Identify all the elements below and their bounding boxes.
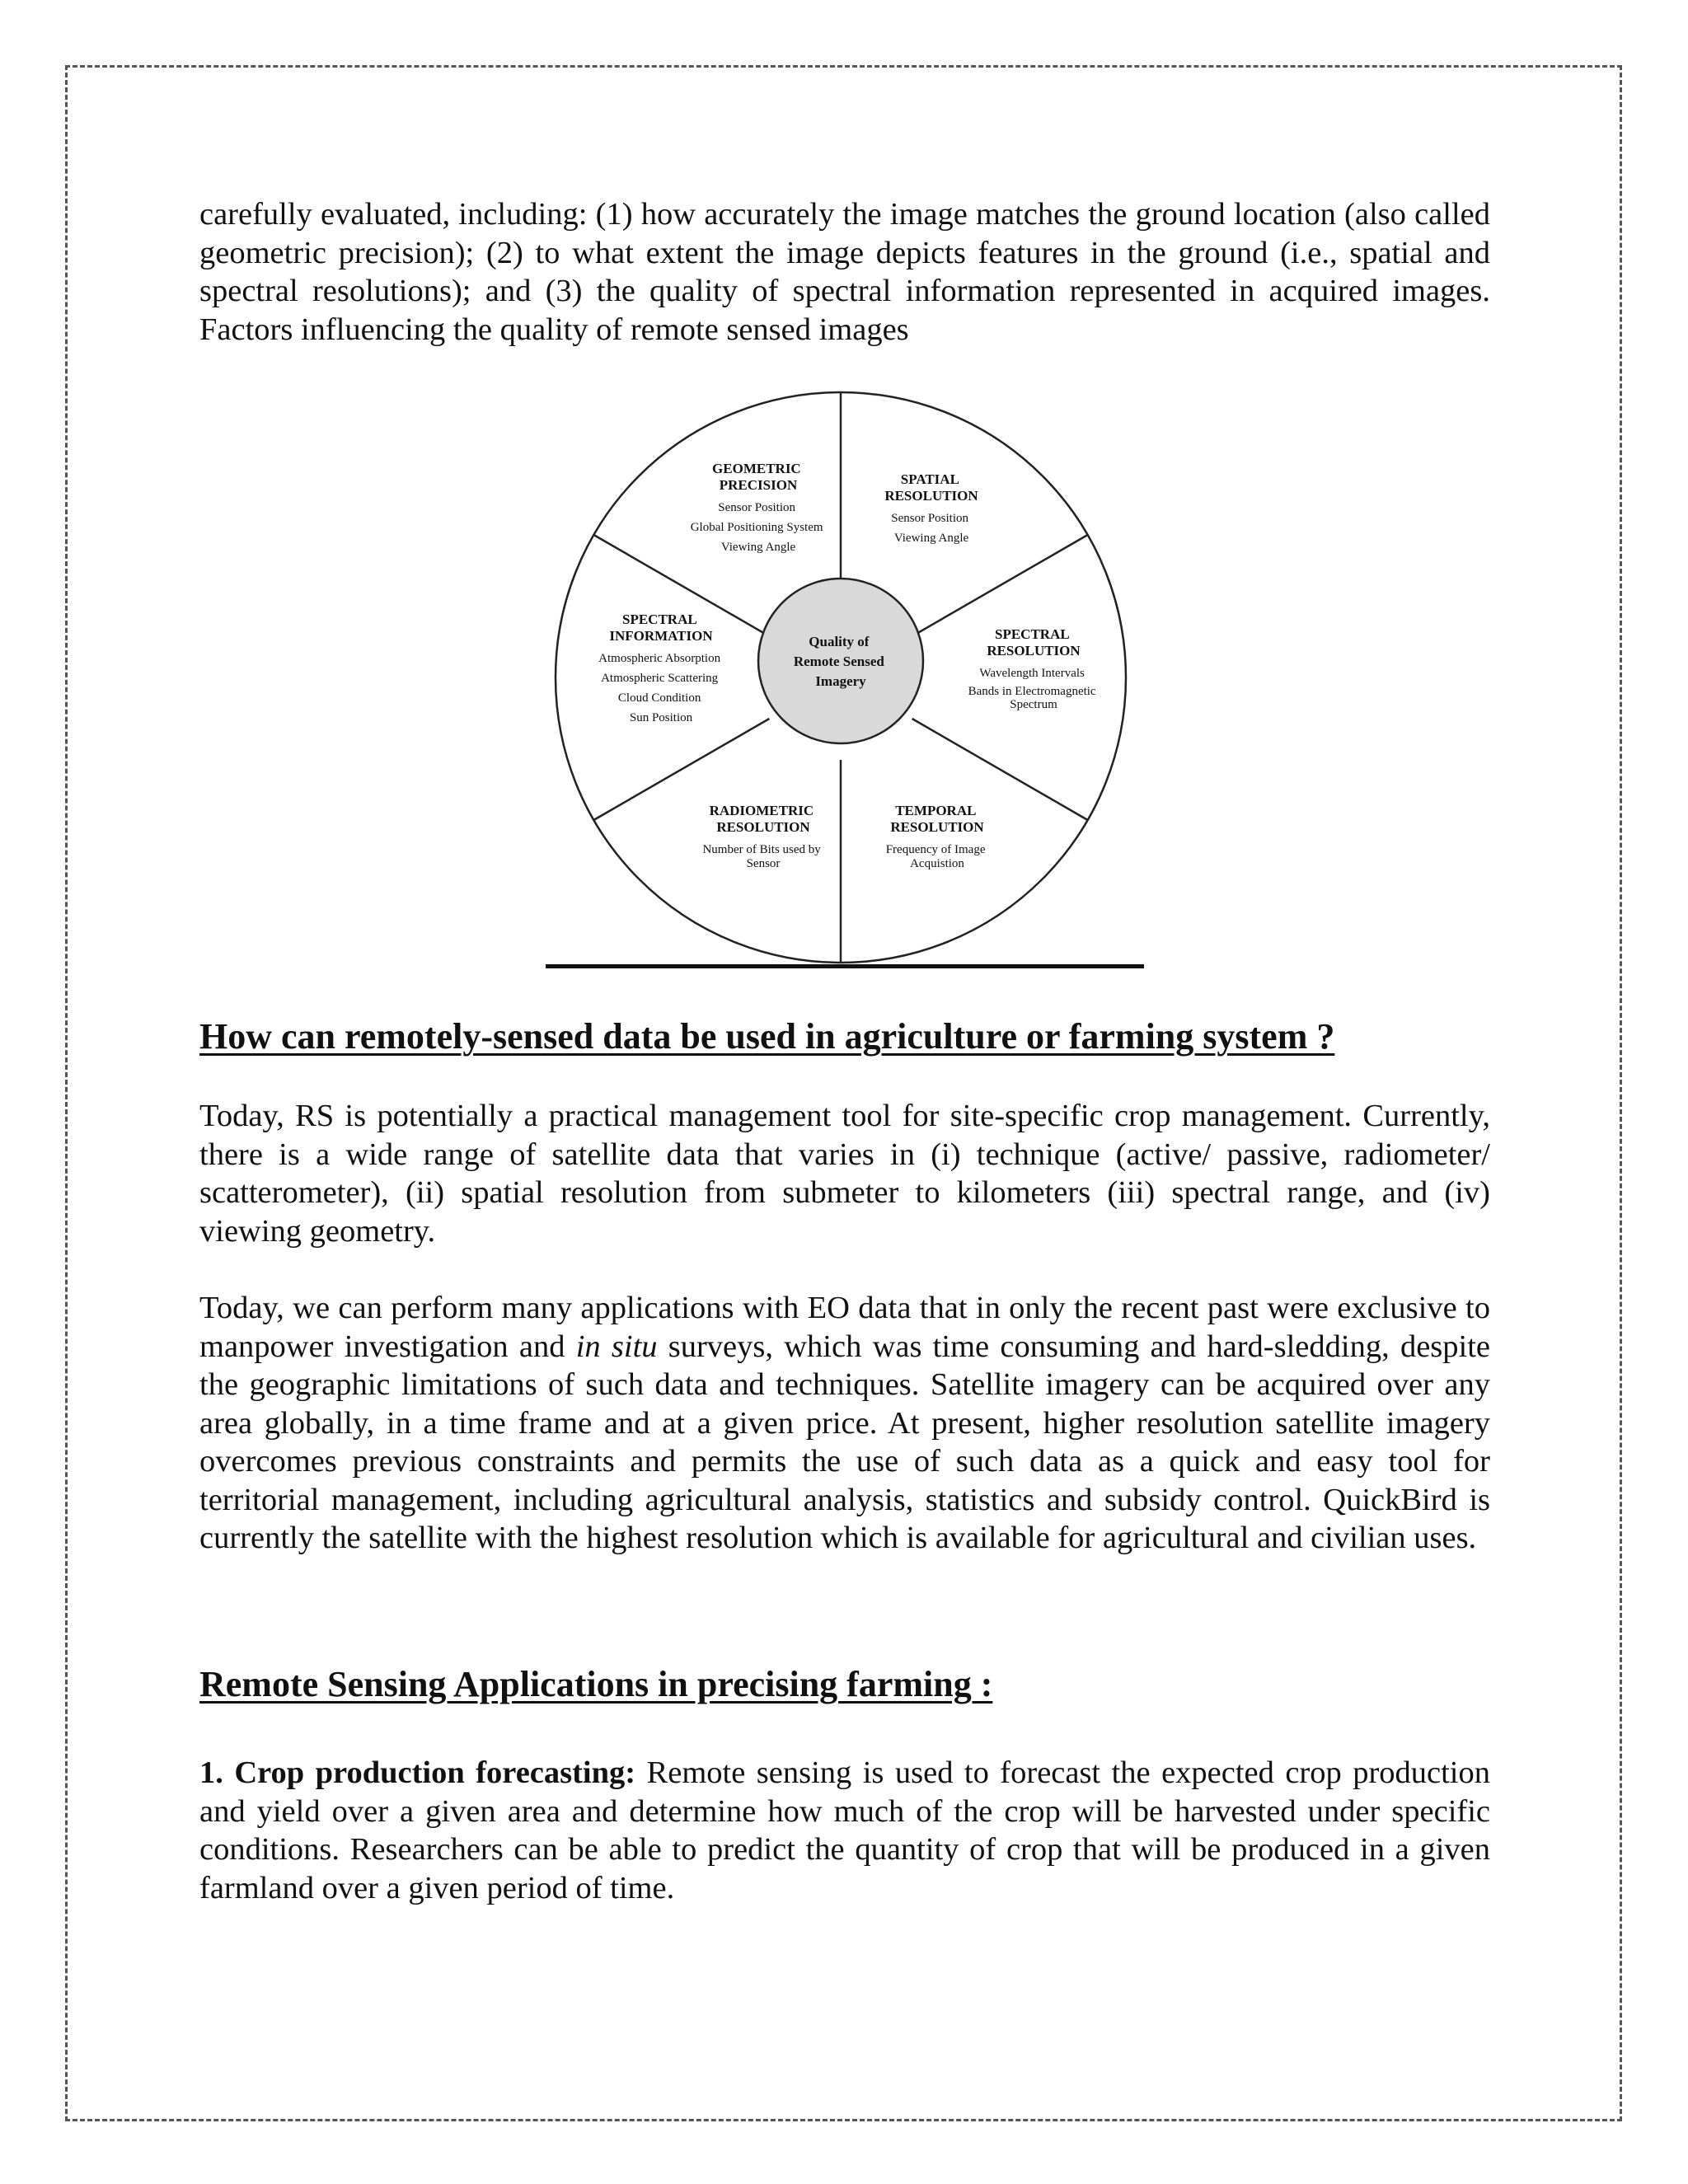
segment-item: Atmospheric Scattering bbox=[601, 672, 719, 685]
list-item-text: Remote sensing is used to forecast the expected crop production and yield over a given area and determine how much of the crop will be harvested under specific conditions. Researchers can be able to predict the quantity of crop that will be produced in a given farmland over a given period of time. bbox=[199, 1755, 1490, 1905]
segment-item: Atmospheric Absorption bbox=[598, 652, 721, 665]
list-item-crop-forecasting bbox=[199, 1754, 1490, 1907]
paragraph-text: Today, we can perform many applications with EO data that in only the recent past were exclusive to manpower investigation and bbox=[199, 1291, 1490, 1364]
segment-title: RESOLUTION bbox=[716, 819, 810, 835]
paragraph-italic-term: in situ bbox=[575, 1329, 658, 1364]
segment-item: Sensor bbox=[746, 857, 781, 870]
segment-item: Spectrum bbox=[1010, 698, 1057, 711]
segment-title: SPECTRAL bbox=[995, 626, 1069, 642]
segment-item: Acquistion bbox=[910, 857, 964, 870]
segment-title: RADIOMETRIC bbox=[709, 803, 814, 818]
section-heading-precision-farming: Remote Sensing Applications in precising farming : bbox=[199, 1664, 993, 1704]
paragraph-eo-applications bbox=[199, 1289, 1490, 1558]
center-label-line3: Imagery bbox=[815, 673, 866, 689]
segment-item: Frequency of Image bbox=[885, 843, 986, 856]
segment-title: PRECISION bbox=[719, 477, 798, 493]
segment-item: Sun Position bbox=[629, 711, 693, 724]
list-item-label: 1. Crop production forecasting: bbox=[199, 1755, 636, 1790]
segment-item: Sensor Position bbox=[718, 501, 796, 514]
segment-title: INFORMATION bbox=[609, 628, 713, 644]
segment-title: GEOMETRIC bbox=[712, 461, 801, 476]
center-label-line2: Remote Sensed bbox=[793, 654, 884, 669]
quality-factors-diagram bbox=[544, 381, 1137, 974]
segment-title: SPECTRAL bbox=[622, 612, 696, 627]
segment-item: Viewing Angle bbox=[893, 532, 969, 545]
intro-paragraph: carefully evaluated, including: (1) how accurately the image matches the ground location (also called geometric precision); (2) to what extent the image depicts features in the ground (i.e., spatial and spectral resolutions); and (3) the quality of spectral information represented in acquired images. Factors influencing the quality of remote sensed images bbox=[199, 197, 1490, 347]
segment-item: Number of Bits used by bbox=[702, 843, 821, 856]
segment-item: Cloud Condition bbox=[617, 691, 701, 705]
segment-item: Sensor Position bbox=[891, 512, 969, 525]
svg-text:SPECTRAL RESOLUTION bbox=[987, 626, 1081, 658]
svg-text:GEOMETRIC PRECISION bbox=[712, 461, 804, 493]
paragraph-text: surveys, which was time consuming and hard-sledding, despite the geographic limitations of such data and techniques. Satellite imagery can be acquired over any area globally, in a time frame and at a given price. At present, higher resolution satellite imagery overcomes previous constraints and permits the use of such data as a quick and easy tool for territorial management, including agricultural analysis, statistics and subsidy control. QuickBird is currently the satellite with the highest resolution which is available for agricultural and civilian uses. bbox=[199, 1329, 1490, 1555]
svg-text:SPECTRAL INFORMATION bbox=[609, 612, 713, 644]
segment-title: RESOLUTION bbox=[987, 643, 1081, 658]
segment-title: RESOLUTION bbox=[884, 488, 978, 504]
svg-text:RADIOMETRIC RESOLUTION bbox=[710, 803, 818, 835]
section-heading-agriculture: How can remotely-sensed data be used in agriculture or farming system ? bbox=[199, 1016, 1335, 1057]
segment-item: Global Positioning System bbox=[690, 521, 823, 534]
segment-item: Bands in Electromagnetic bbox=[968, 685, 1096, 698]
diagram-underline-rule bbox=[546, 964, 1144, 968]
segment-item: Wavelength Intervals bbox=[979, 667, 1085, 680]
svg-text:TEMPORAL RESOLUTION bbox=[890, 803, 984, 835]
segment-title: TEMPORAL bbox=[895, 803, 976, 818]
segment-title: RESOLUTION bbox=[890, 819, 984, 835]
center-label-line1: Quality of bbox=[809, 634, 870, 649]
paragraph-rs-management: Today, RS is potentially a practical management tool for site-specific crop management. Currently, there is a wide range of satellite data that varies in (i) technique (active/ passive, radiometer/ scatterometer), (ii) spatial resolution from submeter to kilometers (iii) spectral range, and (iv) viewing geometry. bbox=[199, 1099, 1490, 1249]
segment-title: SPATIAL bbox=[900, 471, 959, 487]
segment-item: Viewing Angle bbox=[720, 541, 796, 554]
